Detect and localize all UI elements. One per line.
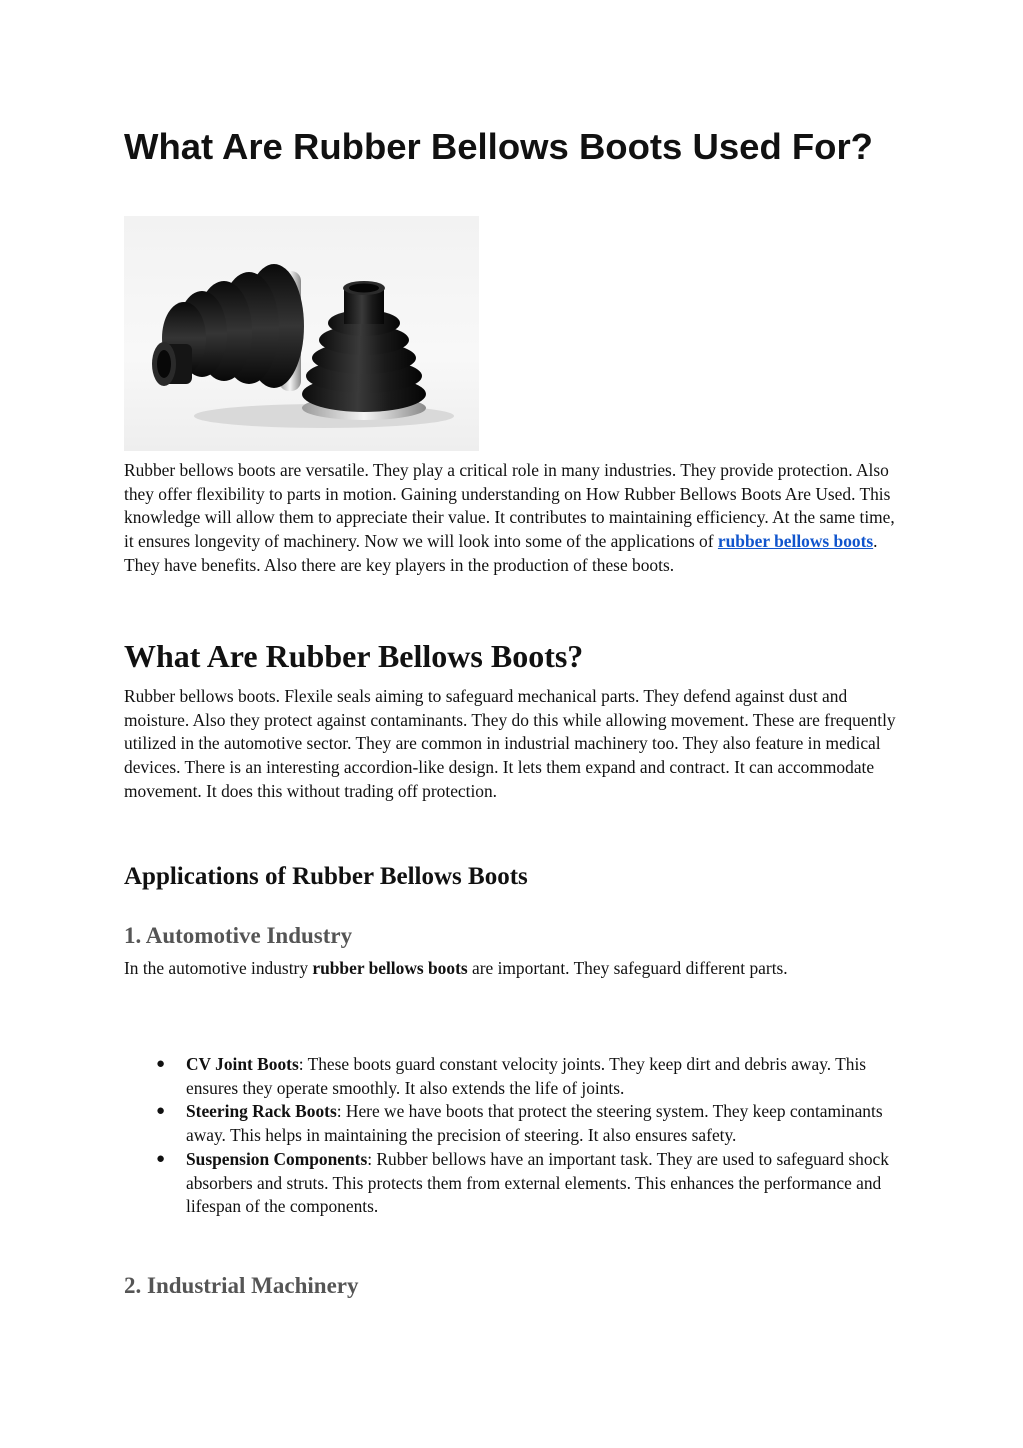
bullet-text: : These boots guard constant velocity joints. They keep dirt and debris away. This ensures they operate smoothly. It also extends the life of joints.: [186, 1054, 867, 1098]
definition-paragraph: Rubber bellows boots. Flexile seals aiming to safeguard mechanical parts. They defend against dust and moisture. Also they protect against contaminants. They do this while allowing movement. These are frequently utilized in the automotive sector. They are common in industrial machinery too. They also feature in medical devices. There is an interesting accordion-like design. It lets them expand and contract. It can accommodate movement. It does this without trading off protection.: [124, 686, 896, 801]
bullet-icon: ●: [156, 1150, 166, 1167]
rubber-bellows-boots-image: [124, 216, 479, 451]
list-item: [124, 1053, 904, 1100]
subheading-industrial: [124, 1271, 358, 1301]
subheading-number: 2.: [124, 1273, 142, 1298]
bullet-text: : Here we have boots that protect the steering system. They keep contaminants away. This helps in maintaining the precision of steering. It also ensures safety.: [186, 1101, 883, 1146]
intro-text-start: Rubber bellows boots are versatile. They play a critical role in many industries. They provide protection. Also they offer flexibility to parts in motion. Gaining understanding on How Rubber Bellows Boots Are Used. This knowledge will allow them to appreciate their value. It contributes to maintaining efficiency. At the same time, it ensures longevity of machinery. Now we will look into some of the applications of: [124, 460, 895, 552]
section-heading-applications: Applications of Rubber Bellows Boots: [124, 863, 528, 890]
page-title: What Are Rubber Bellows Boots Used For?: [124, 126, 873, 167]
bellows-illustration: [124, 216, 479, 451]
intro-paragraph: [124, 459, 904, 578]
automotive-text-end: are important. They safeguard different parts.: [467, 958, 788, 978]
bullet-icon: ●: [156, 1103, 166, 1120]
subheading-number: 1.: [124, 923, 142, 948]
intro-text-end: . They have benefits. Also there are key players in the production of these boots.: [124, 531, 878, 575]
automotive-text-start: In the automotive industry: [124, 958, 313, 978]
list-item: [124, 1148, 904, 1219]
subheading-title: Automotive Industry: [145, 923, 353, 948]
bullet-text: : Rubber bellows have an important task. They are used to safeguard shock absorbers and struts. This protects them from external elements. This enhances the performance and lifespan of the components.: [186, 1148, 889, 1217]
section-heading-what-are: What Are Rubber Bellows Boots?: [124, 638, 584, 674]
list-item: [124, 1100, 904, 1147]
subheading-automotive: [124, 921, 352, 951]
subheading-title: Industrial Machinery: [147, 1273, 359, 1298]
bullet-icon: ●: [156, 1056, 166, 1072]
rubber-bellows-boots-link[interactable]: rubber bellows boots: [717, 531, 874, 552]
automotive-bullet-list: [124, 1053, 904, 1219]
bullet-term: CV Joint Boots: [186, 1054, 299, 1074]
bullet-term: Suspension Components: [186, 1148, 368, 1169]
automotive-bold-term: rubber bellows boots: [312, 958, 468, 978]
bullet-term: Steering Rack Boots: [186, 1101, 337, 1122]
automotive-paragraph: [124, 957, 904, 981]
